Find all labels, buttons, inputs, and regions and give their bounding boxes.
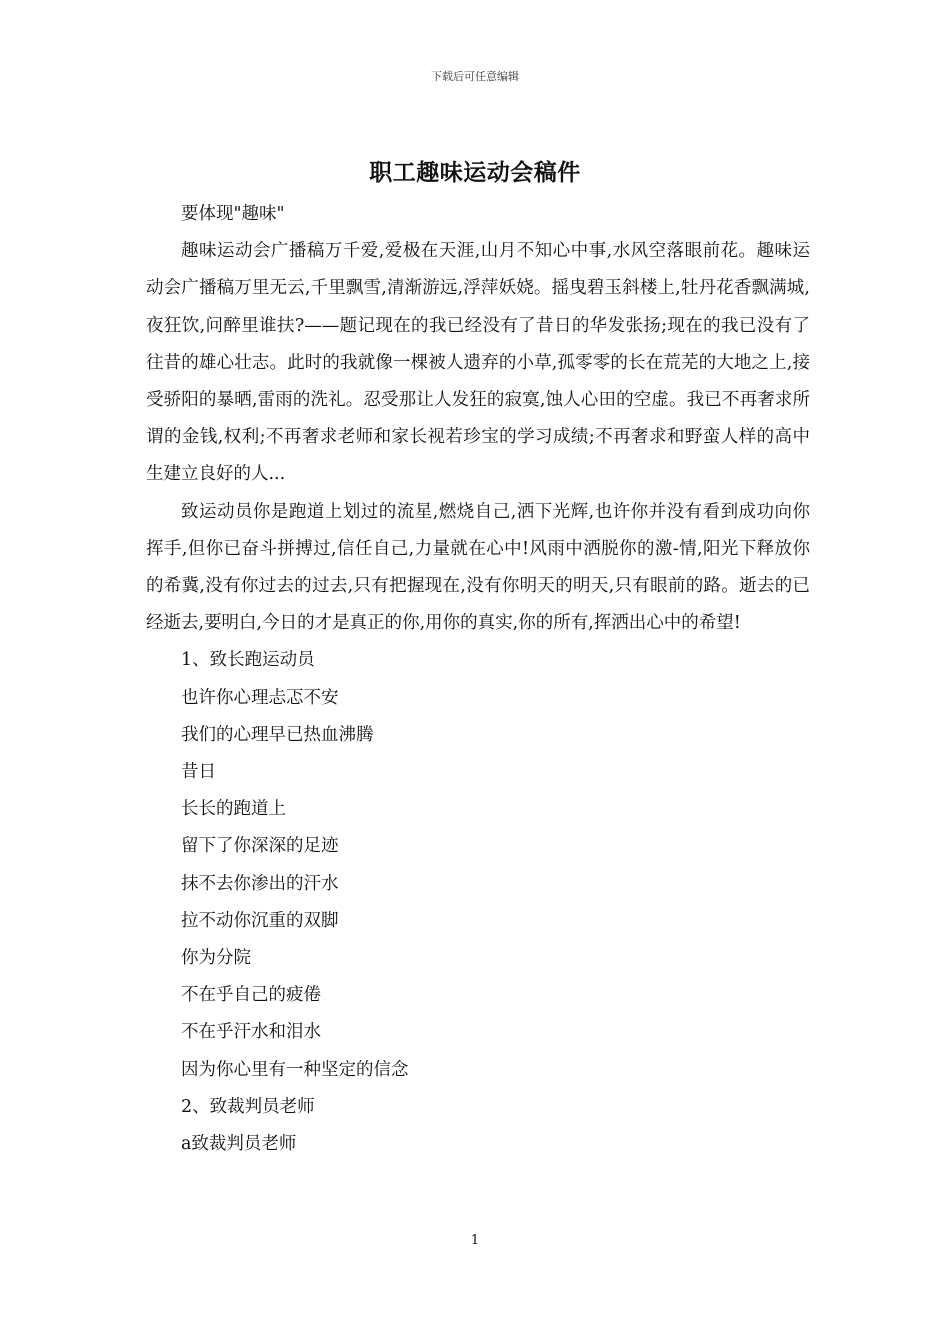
paragraph: 因为你心里有一种坚定的信念 <box>181 1059 409 1080</box>
paragraph: 不在乎汗水和泪水 <box>181 1022 321 1043</box>
paragraph: 拉不动你沉重的双脚 <box>181 910 339 931</box>
paragraph: 要体现"趣味" <box>181 204 285 224</box>
document-title: 职工趣味运动会稿件 <box>369 159 581 186</box>
header-note: 下载后可任意编辑 <box>431 70 519 83</box>
paragraph: 昔日 <box>181 762 216 783</box>
paragraph: 留下了你深深的足迹 <box>181 836 339 857</box>
paragraph: 1、致长跑运动员 <box>181 650 315 671</box>
paragraph: 长长的跑道上 <box>181 799 286 820</box>
paragraph: 趣味运动会广播稿万千爱,爱极在天涯,山月不知心中事,水风空落眼前花。趣味运动会广播稿万里无云,千里飘雪,清渐游远,浮萍妖娆。摇曳碧玉斜楼上,牡丹花香飘满城,夜狂饮,问醉里谁扶?——题记现在的我已经没有了昔日的华发张扬;现在的我已没有了往昔的雄心壮志。此时的我就像一棵被人遗弃的小草,孤零零的长在荒芜的大地之上,接受骄阳的暴晒,雷雨的洗礼。忍受那让人发狂的寂寞,蚀人心田的空虚。我已不再奢求所谓的金钱,权利;不再奢求老师和家长视若珍宝的学习成绩;不再奢求和野蛮人样的高中生建立良好的人... <box>146 241 810 485</box>
paragraph: 致运动员你是跑道上划过的流星,燃烧自己,洒下光辉,也许你并没有看到成功向你挥手,但你已奋斗拼搏过,信任自己,力量就在心中!风雨中洒脱你的激-情,阳光下释放你的希冀,没有你过去的过去,只有把握现在,没有你明天的明天,只有眼前的路。逝去的已经逝去,要明白,今日的才是真正的你,用你的真实,你的所有,挥洒出心中的希望! <box>146 501 810 634</box>
paragraph: 你为分院 <box>181 948 251 969</box>
paragraph: 抹不去你渗出的汗水 <box>181 873 339 894</box>
paragraph: 2、致裁判员老师 <box>181 1096 315 1117</box>
document-body <box>146 196 810 1163</box>
paragraph: 我们的心理早已热血沸腾 <box>181 724 374 745</box>
page-number: 1 <box>470 1233 480 1248</box>
paragraph: 不在乎自己的疲倦 <box>181 985 321 1006</box>
paragraph: a致裁判员老师 <box>181 1134 297 1155</box>
paragraph: 也许你心理忐忑不安 <box>181 687 339 708</box>
